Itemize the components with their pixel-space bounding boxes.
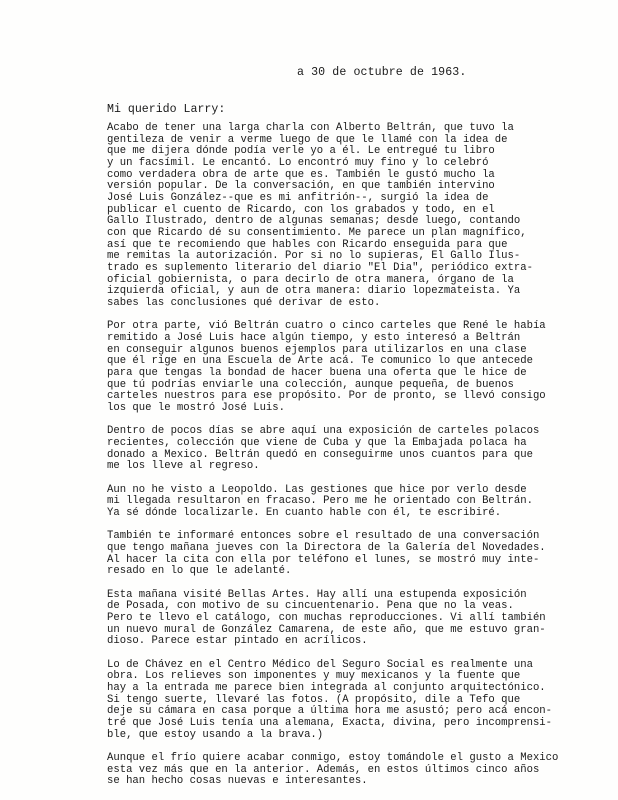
text-line: me los lleve al regreso. (107, 460, 260, 473)
text-line: ble, que estoy usando a la brava.) (107, 728, 324, 741)
text-line: se han hecho cosas nuevas e interesantes. (107, 775, 368, 788)
text-line: gentileza de venir a verme luego de que le llamé con la idea de (107, 133, 508, 146)
text-line: mi llegada resultaron en fracaso. Pero me he orientado con Beltrán. (107, 495, 533, 508)
text-line: Acabo de tener una larga charla con Alberto Beltrán, que tuvo la (107, 122, 514, 134)
text-line: me remitas la autorización. Por si no lo supieras, El Gallo Ilus- (107, 250, 521, 263)
text-line: un nuevo mural de González Camarena, de este año, que me estuvo gran- (107, 623, 546, 636)
text-line: y un facsímil. Le encantó. Lo encontró muy fino y lo celebró (107, 157, 489, 170)
text-line: Esta mañana visité Bellas Artes. Hay allí una estupenda exposición (107, 588, 527, 601)
text-line: donado a Mexico. Beltrán quedó en conseguirme unos cuantos para que (107, 448, 533, 461)
paragraph-bellas-artes (107, 590, 577, 648)
text-line: para que tengas la bondad de hacer buena una oferta que le hice de (107, 367, 527, 380)
text-line: Por otra parte, vió Beltrán cuatro o cinco carteles que René le había (107, 320, 546, 333)
text-line: izquierda oficial, y aun de otra manera: diario lopezmateista. Ya (107, 285, 521, 298)
text-line: Gallo Ilustrado, dentro de algunas semanas; desde luego, contando (107, 215, 521, 228)
text-line: que él rige en una Escuela de Arte acá. Te comunico lo que antecede (107, 355, 533, 368)
text-line: recientes, colección que viene de Cuba y que la Embajada polaca ha (107, 437, 527, 449)
paragraph-galeria (107, 531, 577, 578)
paragraph-closing (107, 753, 577, 788)
text-line: trado es suplemento literario del diario "El Dia", periódico extra- (107, 262, 533, 275)
text-line: publicar el cuento de Ricardo, con los grabados y todo, en el (107, 203, 495, 216)
text-line: resado en lo que le adelanté. (107, 565, 292, 578)
text-line: de Posada, con motivo de su cincuentenario. Pena que no la veas. (107, 600, 514, 613)
text-line: así que te recomiendo que hables con Ricardo enseguida para que (107, 238, 508, 251)
text-line: carteles nuestros para ese propósito. Por de pronto, se llevó consigo (107, 390, 546, 403)
text-line: Si tengo suerte, llevaré las fotos. (A propósito, dile a Tefo que (107, 693, 521, 706)
text-line: Ya sé dónde localizarle. En cuanto hable con él, te escribiré. (107, 507, 502, 519)
text-line: los que le mostró José Luis. (107, 402, 286, 415)
text-line: oficial gobiernista, o para decirlo de otra manera, órgano de la (107, 273, 514, 286)
text-line: Aunque el frío quiere acabar conmigo, estoy tomándole el gusto a Mexico (107, 752, 559, 764)
letter-greeting: Mi querido Larry: (107, 103, 226, 116)
paragraph-leopoldo (107, 485, 577, 520)
text-line: Dentro de pocos días se abre aquí una exposición de carteles polacos (107, 425, 540, 438)
text-line: José Luis González--que es mi anfitrión--, surgió la idea de (107, 192, 489, 205)
text-line: deje su cámara en casa porque a última hora me asustó; pero acá encon- (107, 705, 553, 718)
paragraph-chavez (107, 660, 577, 742)
text-line: que tengo mañana jueves con la Directora de la Galería del Novedades. (107, 542, 546, 554)
text-line: hay a la entrada me parece bien integrada al conjunto arquitectónico. (107, 682, 546, 694)
text-line: Lo de Chávez en el Centro Médico del Seguro Social es realmente una (107, 658, 533, 671)
text-line: que tú podrías enviarle una colección, aunque pequeña, de buenos (107, 378, 514, 391)
text-line: remitido a José Luis hace algún tiempo, y esto interesó a Beltrán (107, 332, 521, 344)
text-line: con que Ricardo dé su consentimiento. Me parece un plan magnífico, (107, 227, 527, 240)
paragraph-exposicion-polaca (107, 426, 577, 473)
letter-date: a 30 de octubre de 1963. (297, 66, 467, 79)
text-line: en conseguir algunos buenos ejemplos para utilizarlos en una clase (107, 343, 527, 356)
paragraph-beltran-meeting (107, 123, 577, 310)
text-line: esta vez más que en la anterior. Además, en estos últimos cinco años (107, 763, 540, 776)
text-line: versión popular. De la conversación, en que también intervino (107, 180, 495, 193)
text-line: Aun no he visto a Leopoldo. Las gestiones que hice por verlo desde (107, 483, 527, 496)
text-line: dioso. Parece estar pintado en acrílicos. (107, 635, 368, 648)
text-line: sabes las conclusiones qué derivar de esto. (107, 297, 381, 310)
text-line: que me dijera dónde podía verle yo a él. Le entregué tu libro (107, 145, 495, 158)
text-line: tré que José Luis tenía una alemana, Exacta, divina, pero incomprensi- (107, 717, 553, 730)
text-line: Al hacer la cita con ella por teléfono el lunes, se mostró muy inte- (107, 553, 540, 566)
text-line: como verdadera obra de arte que es. También le gustó mucho la (107, 168, 495, 181)
text-line: También te informaré entonces sobre el resultado de una conversación (107, 530, 540, 543)
text-line: obra. Los relieves son imponentes y muy mexicanos y la fuente que (107, 670, 521, 683)
text-line: Pero te llevo el catálogo, con muchas reproducciones. Vi allí también (107, 612, 546, 624)
paragraph-carteles (107, 321, 577, 414)
